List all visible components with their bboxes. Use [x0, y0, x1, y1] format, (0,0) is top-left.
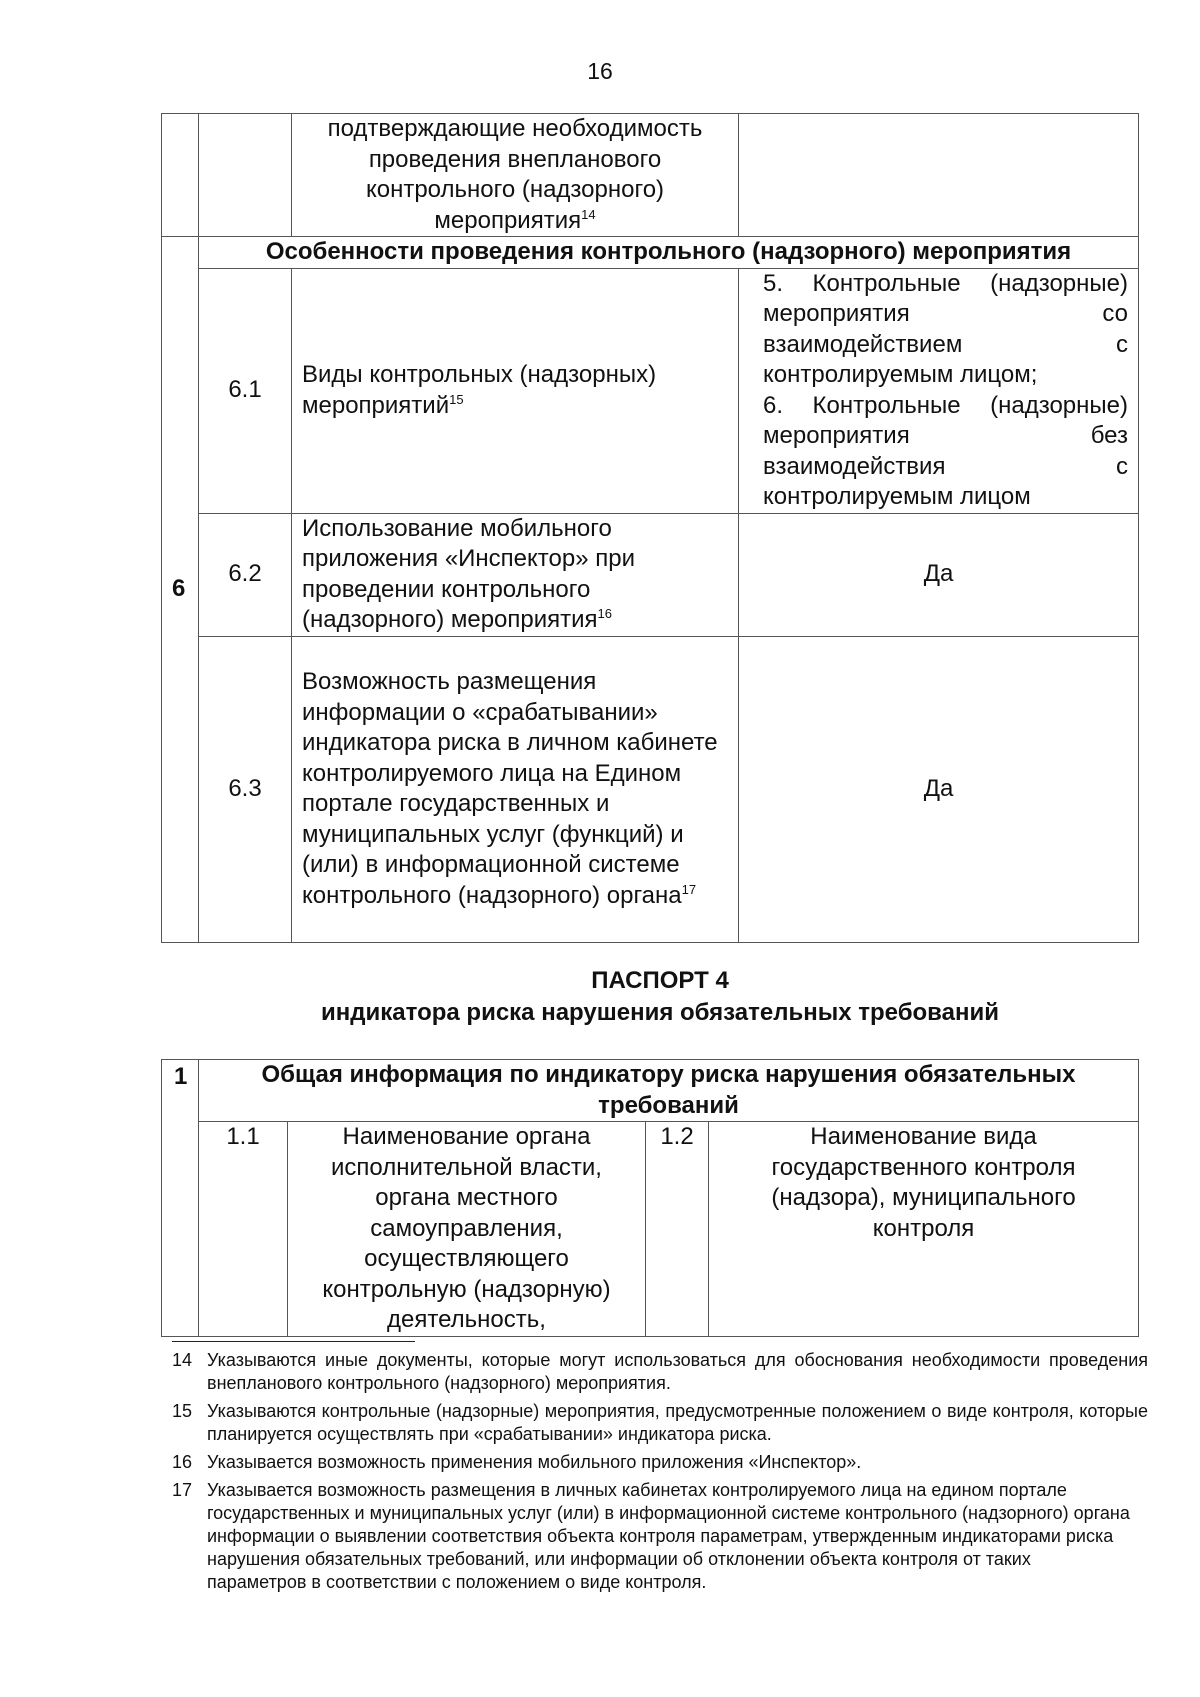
passport-heading: [0, 965, 1200, 1029]
footnote: [172, 1349, 1148, 1395]
section-title: Общая информация по индикатору риска нарушения обязательных требований: [199, 1060, 1139, 1122]
footnotes: [172, 1349, 1148, 1599]
passport-title: ПАСПОРТ 4: [591, 967, 729, 994]
section-number: 6: [172, 575, 186, 602]
row-number: 6.2: [199, 513, 292, 636]
footnote-text: Указываются иные документы, которые могут использоваться для обоснования необходимости проведения внепланового контрольного (надзорного) мероприятия.: [207, 1350, 1148, 1393]
footnote-ref: 17: [681, 881, 697, 897]
footnote-ref: 14: [581, 206, 596, 222]
row-value-cell: [739, 268, 1139, 513]
indicator-table-section-1: [161, 1059, 1139, 1337]
cell-number: 1.1: [199, 1122, 288, 1337]
section-title: Особенности проведения контрольного (надзорного) мероприятия: [199, 237, 1139, 269]
footnote-text: Указывается возможность размещения в личных кабинетах контролируемого лица на едином портале государственных и муниципальных услуг (или) в информационной системе контрольного (надзорного) органа информации о выявлении соответствия объекта контроля параметрам, утвержденным индикаторами риска нарушения обязательных требований, или информации об отклонении объекта контроля от таких параметров в соответствии с положением о виде контроля.: [207, 1480, 1130, 1592]
row-label-cell: [292, 268, 739, 513]
section-number-cell: [162, 237, 199, 943]
table-cell: [162, 114, 199, 237]
table-row: [162, 636, 1139, 942]
footnote-separator: [172, 1341, 415, 1342]
row-label-cell: [292, 513, 739, 636]
row-value: Да: [739, 636, 1139, 942]
table-cell: [739, 114, 1139, 237]
footnote: [172, 1451, 1148, 1474]
row-value-item: 5. Контрольные (надзорные) мероприятия со взаимодействием с контролируемым лицом;: [763, 269, 1128, 388]
footnote: [172, 1479, 1148, 1594]
row-label: Использование мобильного приложения «Инспектор» при проведении контрольного (надзорного) мероприятия: [302, 514, 635, 633]
passport-subtitle: индикатора риска нарушения обязательных требований: [321, 999, 999, 1026]
footnote-text: Указывается возможность применения мобильного приложения «Инспектор».: [207, 1452, 862, 1472]
footnote-number: 17: [172, 1480, 193, 1500]
footnote-number: 15: [172, 1401, 193, 1421]
cell-number: 1.2: [646, 1122, 709, 1337]
row-number: 6.1: [199, 268, 292, 513]
table-row: [162, 114, 1139, 237]
cell-text: Наименование вида государственного контроля (надзора), муниципального контроля: [709, 1122, 1139, 1337]
footnote-number: 16: [172, 1452, 193, 1472]
row-label-cell: [292, 636, 739, 942]
footnote-ref: 15: [449, 391, 464, 407]
table-cell: [199, 114, 292, 237]
row-value-item: 6. Контрольные (надзорные) мероприятия без взаимодействия с контролируемым лицом: [763, 391, 1128, 510]
indicator-table-section-6: [161, 113, 1139, 943]
footnote-ref: 16: [597, 606, 613, 621]
row-label: Возможность размещения информации о «срабатывании» индикатора риска в личном кабинете контролируемого лица на Едином портале государственных и муниципальных услуг (функций) и (или) в информационной системе контрольного (надзорного) органа: [302, 668, 718, 909]
row-label: Виды контрольных (надзорных) мероприятий: [302, 361, 657, 419]
carry-over-cell: [292, 114, 739, 237]
table-row: [162, 237, 1139, 269]
cell-text: Наименование органа исполнительной власти, органа местного самоуправления, осуществляющего контрольную (надзорную) деятельность,: [288, 1122, 646, 1337]
carry-over-text: подтверждающие необходимость проведения внепланового контрольного (надзорного) мероприятия: [327, 115, 703, 234]
footnote-text: Указываются контрольные (надзорные) мероприятия, предусмотренные положением о виде контроля, которые планируется осуществлять при «срабатывании» индикатора риска.: [207, 1401, 1148, 1444]
table-row: [162, 1122, 1139, 1337]
table-row: [162, 268, 1139, 513]
footnote: [172, 1400, 1148, 1446]
section-number: 1: [174, 1063, 188, 1090]
table-row: [162, 513, 1139, 636]
table-row: [162, 1060, 1139, 1122]
section-number-cell: [162, 1060, 199, 1337]
footnote-number: 14: [172, 1350, 193, 1370]
row-value: Да: [739, 513, 1139, 636]
page-number: 16: [587, 58, 613, 84]
row-number: 6.3: [199, 636, 292, 942]
